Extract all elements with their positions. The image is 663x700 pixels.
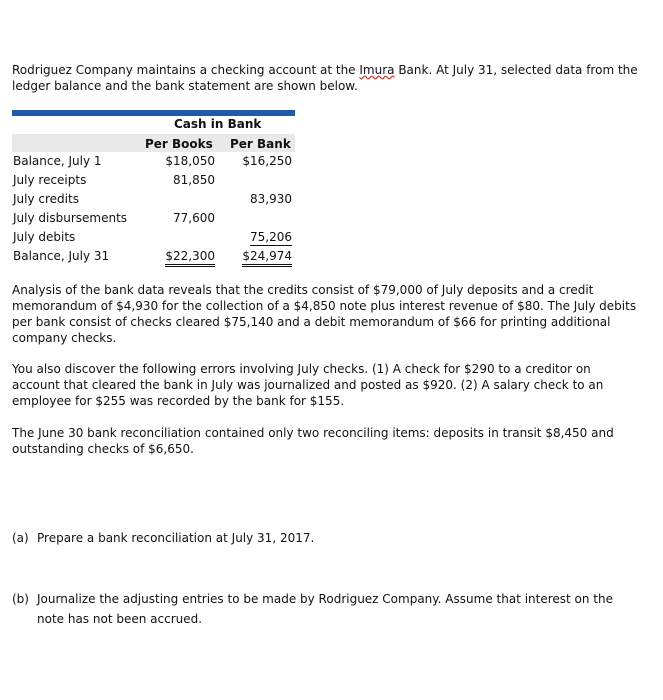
row-books-value: $18,050: [165, 154, 215, 168]
cash-in-bank-table: [12, 110, 295, 266]
row-bank-total: $24,974: [242, 249, 292, 267]
question-b-label: (b): [12, 592, 29, 606]
intro-text-start: Rodriguez Company maintains a checking account at the: [12, 63, 360, 77]
row-label: Balance, July 31: [13, 249, 110, 263]
table-row: [12, 152, 295, 171]
question-a-label: (a): [12, 531, 29, 545]
table-row: [12, 228, 295, 247]
row-label: July disbursements: [13, 211, 128, 225]
errors-paragraph: You also discover the following errors involving July checks. (1) A check for $290 to a creditor on account that cleared the bank in July was journalized and posted as $920. (2) A salary check to an employee for $255 was recorded by the bank for $155.: [12, 362, 604, 408]
analysis-paragraph: Analysis of the bank data reveals that the credits consist of $79,000 of July deposits and a credit memorandum of $4,930 for the collection of a $4,850 note plus interest revenue of $80. The July debits per bank consist of checks cleared $75,140 and a debit memorandum of $66 for printing additional company checks.: [12, 283, 637, 345]
col-header-bank: Per Bank: [230, 137, 291, 151]
table-column-headers: [12, 134, 295, 152]
june-paragraph: The June 30 bank reconciliation contained only two reconciling items: deposits in transit $8,450 and outstanding checks of $6,650.: [12, 426, 614, 456]
intro-text-end: Bank. At July 31, selected data from the ledger balance and the bank statement are shown below.: [12, 63, 638, 93]
row-label: July receipts: [13, 173, 87, 187]
row-bank-value: 83,930: [250, 192, 292, 206]
row-label: Balance, July 1: [13, 154, 102, 168]
row-bank-value: 75,206: [250, 230, 292, 244]
table-row-total: [12, 247, 295, 266]
table-row: [12, 171, 295, 190]
question-b-text: Journalize the adjusting entries to be made by Rodriguez Company. Assume that interest on the note has not been accrued.: [37, 592, 613, 626]
question-a-text: Prepare a bank reconciliation at July 31, 2017.: [37, 531, 315, 545]
row-bank-value: $16,250: [242, 154, 292, 168]
row-books-value: 77,600: [173, 211, 215, 225]
row-label: July credits: [13, 192, 79, 206]
intro-paragraph: [12, 62, 640, 94]
table-row: [12, 209, 295, 228]
row-label: July debits: [13, 230, 76, 244]
table-row: [12, 190, 295, 209]
col-header-books: Per Books: [145, 137, 213, 151]
row-books-total: $22,300: [165, 249, 215, 267]
bank-name: Imura: [359, 63, 395, 77]
row-books-value: 81,850: [173, 173, 215, 187]
table-title: Cash in Bank: [174, 117, 262, 131]
